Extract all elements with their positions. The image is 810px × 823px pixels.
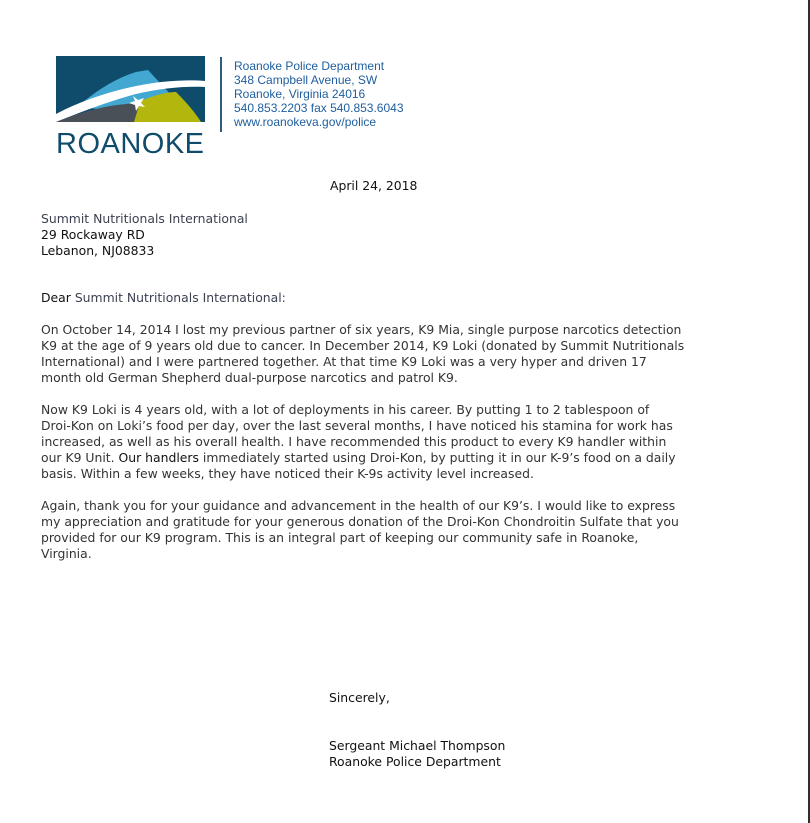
line-text: our K9 Unit. bbox=[41, 450, 119, 465]
greeting-name: Summit Nutritionals International: bbox=[74, 290, 286, 305]
body-paragraph-1 bbox=[41, 322, 741, 386]
signature-block bbox=[329, 738, 505, 770]
signature-department: Roanoke Police Department bbox=[329, 754, 501, 769]
paragraph-line: provided for our K9 program. This is an integral part of keeping our community safe in Roanoke, bbox=[41, 530, 639, 545]
body-paragraph-2 bbox=[41, 402, 741, 482]
paragraph-line: basis. Within a few weeks, they have noticed their K-9s activity level increased. bbox=[41, 466, 534, 481]
letterhead-address-line2: Roanoke, Virginia 24016 bbox=[234, 87, 366, 101]
recipient-name: Summit Nutritionals International bbox=[41, 211, 248, 226]
letterhead-address-line1: 348 Campbell Avenue, SW bbox=[234, 73, 378, 87]
paragraph-line: On October 14, 2014 I lost my previous partner of six years, K9 Mia, single purpose narcotics detection bbox=[41, 322, 682, 337]
letterhead-contact-block bbox=[234, 59, 404, 129]
paragraph-line: my appreciation and gratitude for your generous donation of the Droi-Kon Chondroitin Sulfate that you bbox=[41, 514, 679, 529]
letterhead-organization: Roanoke Police Department bbox=[234, 59, 385, 73]
closing: Sincerely, bbox=[329, 690, 390, 705]
paragraph-line bbox=[41, 450, 741, 466]
paragraph-line: K9 at the age of 9 years old due to cancer. In December 2014, K9 Loki (donated by Summit Nutritionals bbox=[41, 338, 685, 353]
emphasized-text: Our handlers bbox=[118, 450, 199, 465]
paragraph-line: Virginia. bbox=[41, 546, 92, 561]
letterhead-divider bbox=[220, 57, 222, 132]
paragraph-line: International) and I were partnered together. At that time K9 Loki was a very hyper and driven 17 bbox=[41, 354, 647, 369]
roanoke-logo bbox=[56, 56, 206, 160]
letterhead-website: www.roanokeva.gov/police bbox=[234, 115, 377, 129]
paragraph-line: Now K9 Loki is 4 years old, with a lot of deployments in his career. By putting 1 to 2 tablespoon of bbox=[41, 402, 650, 417]
paragraph-line: increased, as well as his overall health. I have recommended this product to every K9 handler within bbox=[41, 434, 667, 449]
paragraph-line: month old German Shepherd dual-purpose narcotics and patrol K9. bbox=[41, 370, 458, 385]
roanoke-mountain-logo-icon bbox=[56, 56, 206, 126]
greeting-salutation: Dear bbox=[41, 290, 71, 305]
paragraph-line: Droi-Kon on Loki’s food per day, over the last several months, I have noticed his stamina for work has bbox=[41, 418, 673, 433]
body-paragraph-3 bbox=[41, 498, 741, 562]
logo-wordmark: ROANOKE bbox=[56, 128, 205, 160]
greeting bbox=[41, 290, 286, 306]
letter-date: April 24, 2018 bbox=[330, 178, 418, 193]
recipient-street: 29 Rockaway RD bbox=[41, 227, 145, 242]
recipient-address bbox=[41, 211, 248, 259]
line-text: immediately started using Droi-Kon, by putting it in our K-9’s food on a daily bbox=[198, 450, 676, 465]
signature-name: Sergeant Michael Thompson bbox=[329, 738, 506, 753]
recipient-city-state-zip: Lebanon, NJ08833 bbox=[41, 243, 155, 258]
paragraph-line: Again, thank you for your guidance and advancement in the health of our K9’s. I would like to express bbox=[41, 498, 676, 513]
letterhead-phone-fax: 540.853.2203 fax 540.853.6043 bbox=[234, 101, 404, 115]
